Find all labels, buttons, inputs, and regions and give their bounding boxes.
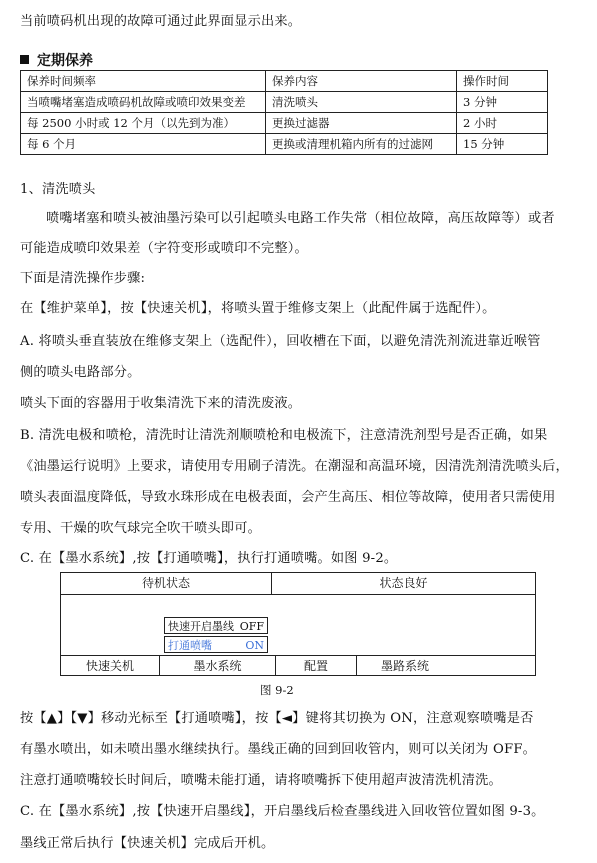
- table-header-row: [21, 71, 548, 92]
- status-bar: [61, 573, 535, 595]
- maintenance-table: [20, 70, 548, 155]
- menu-item-value: ON: [245, 639, 264, 652]
- menu-item-label: 快速开启墨线: [168, 620, 234, 633]
- paragraph: 有墨水喷出，如未喷出墨水继续执行。墨线正确的回到回收管内，则可以关闭为 OFF。: [20, 742, 537, 757]
- section-heading: [20, 50, 93, 70]
- ink-circuit-button[interactable]: 墨路系统: [380, 659, 429, 673]
- table-cell: 清洗喷头: [266, 92, 457, 113]
- standby-status-label: 待机状态: [61, 573, 272, 594]
- section-title: 定期保养: [37, 53, 93, 69]
- paragraph: C. 在【墨水系统】,按【快速开启墨线】，开启墨线后检查墨线进入回收管位置如图 9-3。: [20, 804, 545, 819]
- intro-text: 当前喷码机出现的故障可通过此界面显示出来。: [20, 14, 302, 29]
- paragraph: 可能造成喷印效果差（字符变形或喷印不完整）。: [20, 241, 308, 256]
- table-header-cell: 保养时间频率: [21, 71, 266, 92]
- menu-item-value: OFF: [239, 620, 264, 633]
- paragraph: 喷头下面的容器用于收集清洗下来的清洗废液。: [20, 396, 302, 411]
- paragraph: 喷头表面温度降低，导致水珠形成在电极表面，会产生高压、相位等故障，使用者只需使用: [20, 490, 556, 505]
- paragraph: 侧的喷头电路部分。: [20, 365, 141, 380]
- figure-9-2-screen: [60, 572, 536, 676]
- paragraph: 《油墨运行说明》上要求，请使用专用刷子清洗。在潮湿和高温环境，因清洗剂清洗喷头后，: [20, 459, 569, 474]
- step-heading: 1、清洗喷头: [20, 182, 96, 197]
- status-value: 状态良好: [379, 576, 428, 590]
- table-cell: 每 2500 小时或 12 个月（以先到为准）: [21, 113, 266, 134]
- quick-shutdown-button[interactable]: 快速关机: [61, 656, 160, 676]
- config-button[interactable]: 配置: [276, 656, 357, 676]
- square-bullet-icon: [20, 55, 29, 64]
- menu-item-label: 打通喷嘴: [168, 639, 212, 652]
- paragraph: 在【维护菜单】，按【快速关机】，将喷头置于维修支架上（此配件属于选配件）。: [20, 301, 496, 316]
- paragraph: 墨线正常后执行【快速关机】完成后开机。: [20, 836, 275, 851]
- figure-caption: 图 9-2: [260, 683, 294, 697]
- table-row: [21, 113, 548, 134]
- table-header-cell: 保养内容: [266, 71, 457, 92]
- paragraph: 按【▲】【▼】移动光标至【打通喷嘴】，按【◄】键将其切换为 ON，注意观察喷嘴是否: [20, 711, 534, 726]
- table-cell: 2 小时: [457, 113, 548, 134]
- table-row: [21, 134, 548, 155]
- paragraph: 专用、干燥的吹气球完全吹干喷头即可。: [20, 521, 261, 536]
- table-header-cell: 操作时间: [457, 71, 548, 92]
- ink-system-button[interactable]: 墨水系统: [160, 656, 276, 676]
- table-cell: 更换或清理机箱内所有的过滤网: [266, 134, 457, 155]
- menu-item-quick-start-ink[interactable]: [164, 617, 268, 634]
- paragraph: A. 将喷头垂直装放在维修支架上（选配件），回收槽在下面，以避免清洗剂流进靠近喉管: [20, 334, 541, 349]
- table-cell: 每 6 个月: [21, 134, 266, 155]
- paragraph: 注意打通喷嘴较长时间后，喷嘴未能打通，请将喷嘴拆下使用超声波清洗机清洗。: [20, 773, 502, 788]
- bottom-button-bar: [61, 655, 535, 676]
- menu-item-clear-nozzle[interactable]: [164, 636, 268, 653]
- table-row: [21, 92, 548, 113]
- table-cell: 更换过滤器: [266, 113, 457, 134]
- paragraph: B. 清洗电极和喷枪，清洗时让清洗剂顺喷枪和电极流下，注意清洗剂型号是否正确，如果: [20, 428, 548, 443]
- table-cell: 15 分钟: [457, 134, 548, 155]
- paragraph: 下面是清洗操作步骤:: [20, 271, 146, 286]
- paragraph: 喷嘴堵塞和喷头被油墨污染可以引起喷头电路工作失常（相位故障，高压故障等）或者: [46, 211, 555, 226]
- paragraph: C. 在【墨水系统】,按【打通喷嘴】，执行打通喷嘴。如图 9-2。: [20, 551, 398, 566]
- table-cell: 3 分钟: [457, 92, 548, 113]
- table-cell: 当喷嘴堵塞造成喷码机故障或喷印效果变差: [21, 92, 266, 113]
